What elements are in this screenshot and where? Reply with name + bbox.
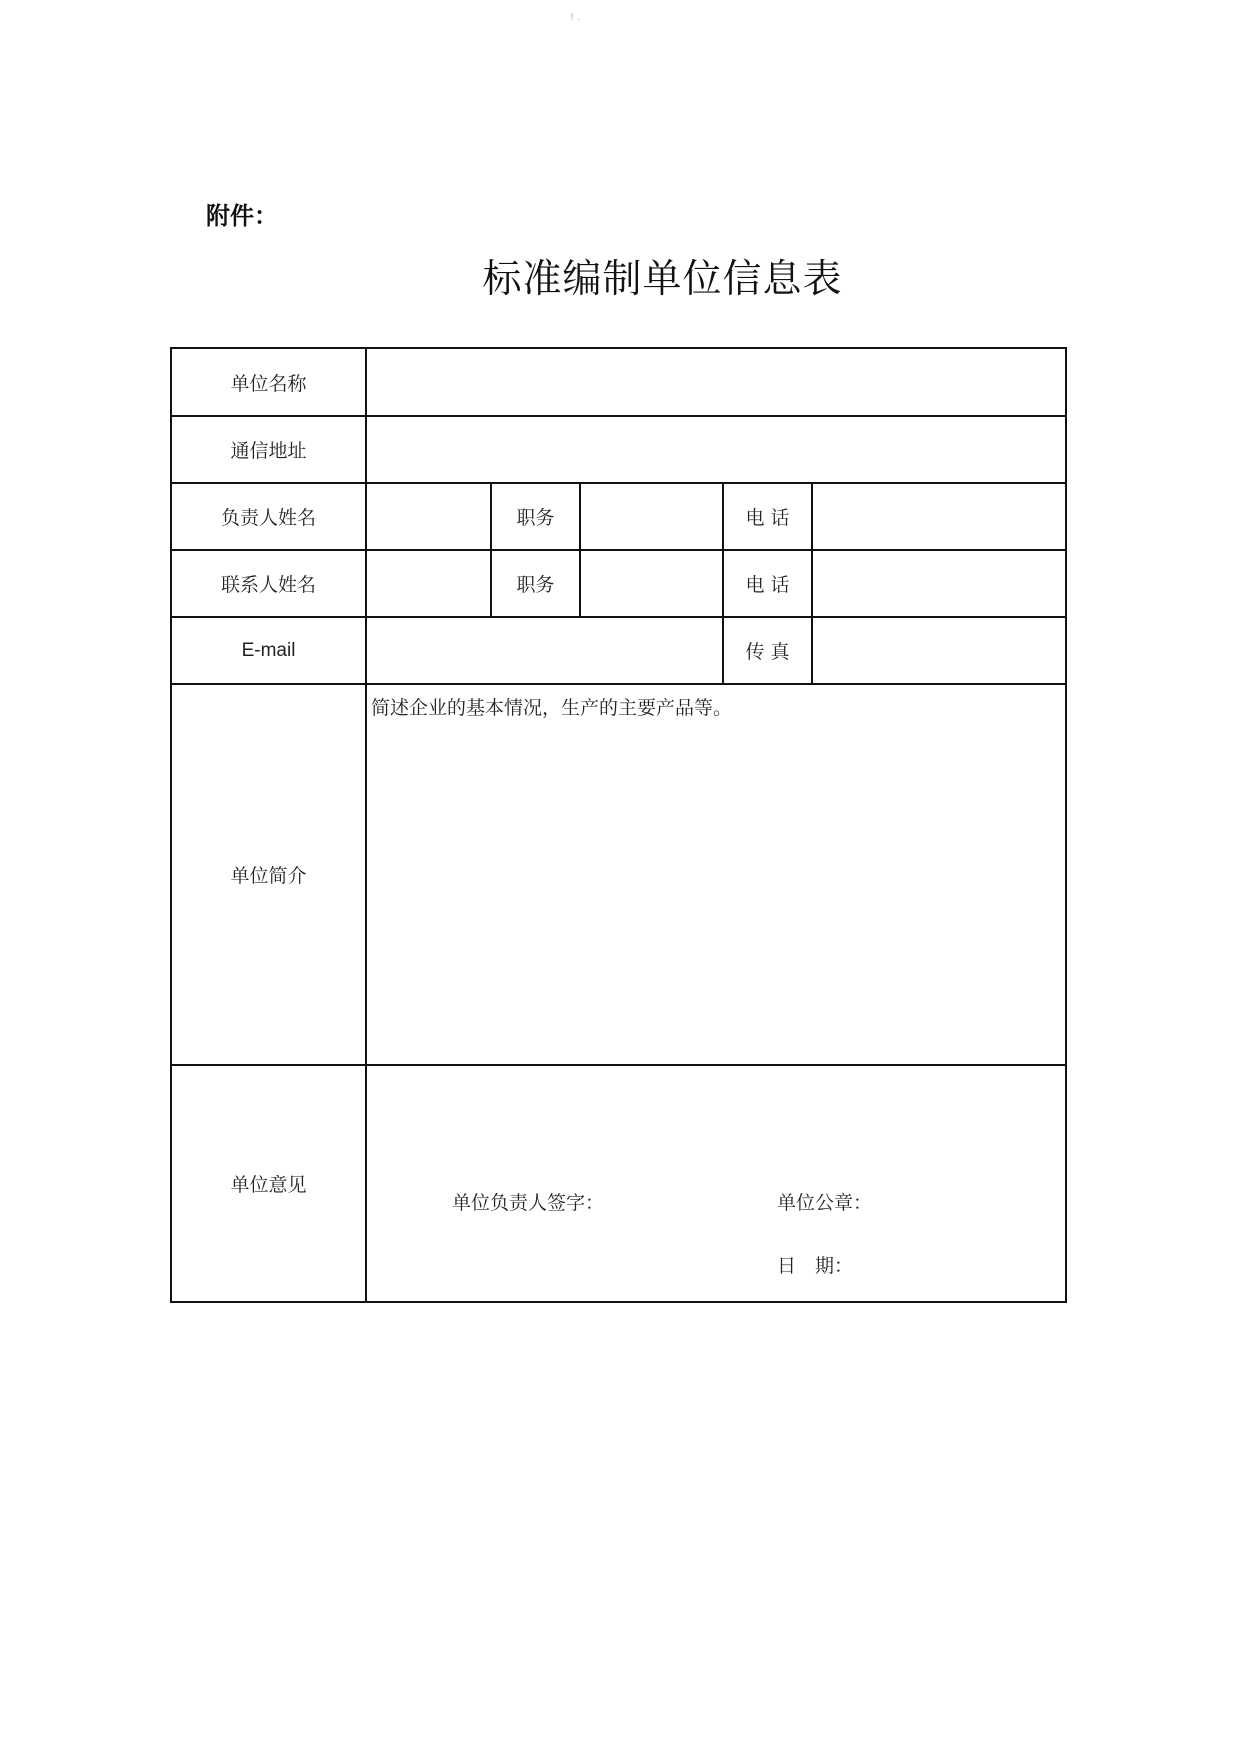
fax-label: 传 真 bbox=[723, 617, 812, 684]
leader-name-field[interactable] bbox=[366, 483, 491, 550]
unit-name-label: 单位名称 bbox=[171, 348, 366, 416]
email-field[interactable] bbox=[366, 617, 723, 684]
date-label: 日 期： bbox=[777, 1255, 854, 1277]
contact-position-label: 职务 bbox=[491, 550, 580, 617]
unit-name-field[interactable] bbox=[366, 348, 1066, 416]
page-mark: ! . bbox=[570, 12, 581, 23]
leader-position-field[interactable] bbox=[580, 483, 723, 550]
leader-phone-field[interactable] bbox=[812, 483, 1066, 550]
seal-label: 单位公章： bbox=[777, 1192, 873, 1214]
address-label: 通信地址 bbox=[171, 416, 366, 483]
row-unit-name bbox=[171, 348, 1066, 416]
leader-position-label: 职务 bbox=[491, 483, 580, 550]
contact-name-field[interactable] bbox=[366, 550, 491, 617]
row-opinion bbox=[171, 1065, 1066, 1302]
intro-field[interactable] bbox=[366, 684, 1066, 1065]
contact-phone-label: 电 话 bbox=[723, 550, 812, 617]
intro-hint: 简述企业的基本情况，生产的主要产品等。 bbox=[371, 697, 733, 719]
opinion-field[interactable] bbox=[366, 1065, 1066, 1302]
leader-name-label: 负责人姓名 bbox=[171, 483, 366, 550]
row-leader bbox=[171, 483, 1066, 550]
contact-position-field[interactable] bbox=[580, 550, 723, 617]
info-form-table bbox=[170, 347, 1067, 1303]
email-label: E-mail bbox=[171, 617, 366, 684]
contact-name-label: 联系人姓名 bbox=[171, 550, 366, 617]
contact-phone-field[interactable] bbox=[812, 550, 1066, 617]
row-intro bbox=[171, 684, 1066, 1065]
intro-label: 单位简介 bbox=[171, 684, 366, 1065]
row-address bbox=[171, 416, 1066, 483]
row-contact bbox=[171, 550, 1066, 617]
attachment-label: 附件： bbox=[206, 202, 278, 230]
leader-signature-label: 单位负责人签字： bbox=[452, 1192, 605, 1214]
fax-field[interactable] bbox=[812, 617, 1066, 684]
page-title: 标准编制单位信息表 bbox=[482, 257, 843, 302]
row-email-fax bbox=[171, 617, 1066, 684]
opinion-label: 单位意见 bbox=[171, 1065, 366, 1302]
leader-phone-label: 电 话 bbox=[723, 483, 812, 550]
address-field[interactable] bbox=[366, 416, 1066, 483]
